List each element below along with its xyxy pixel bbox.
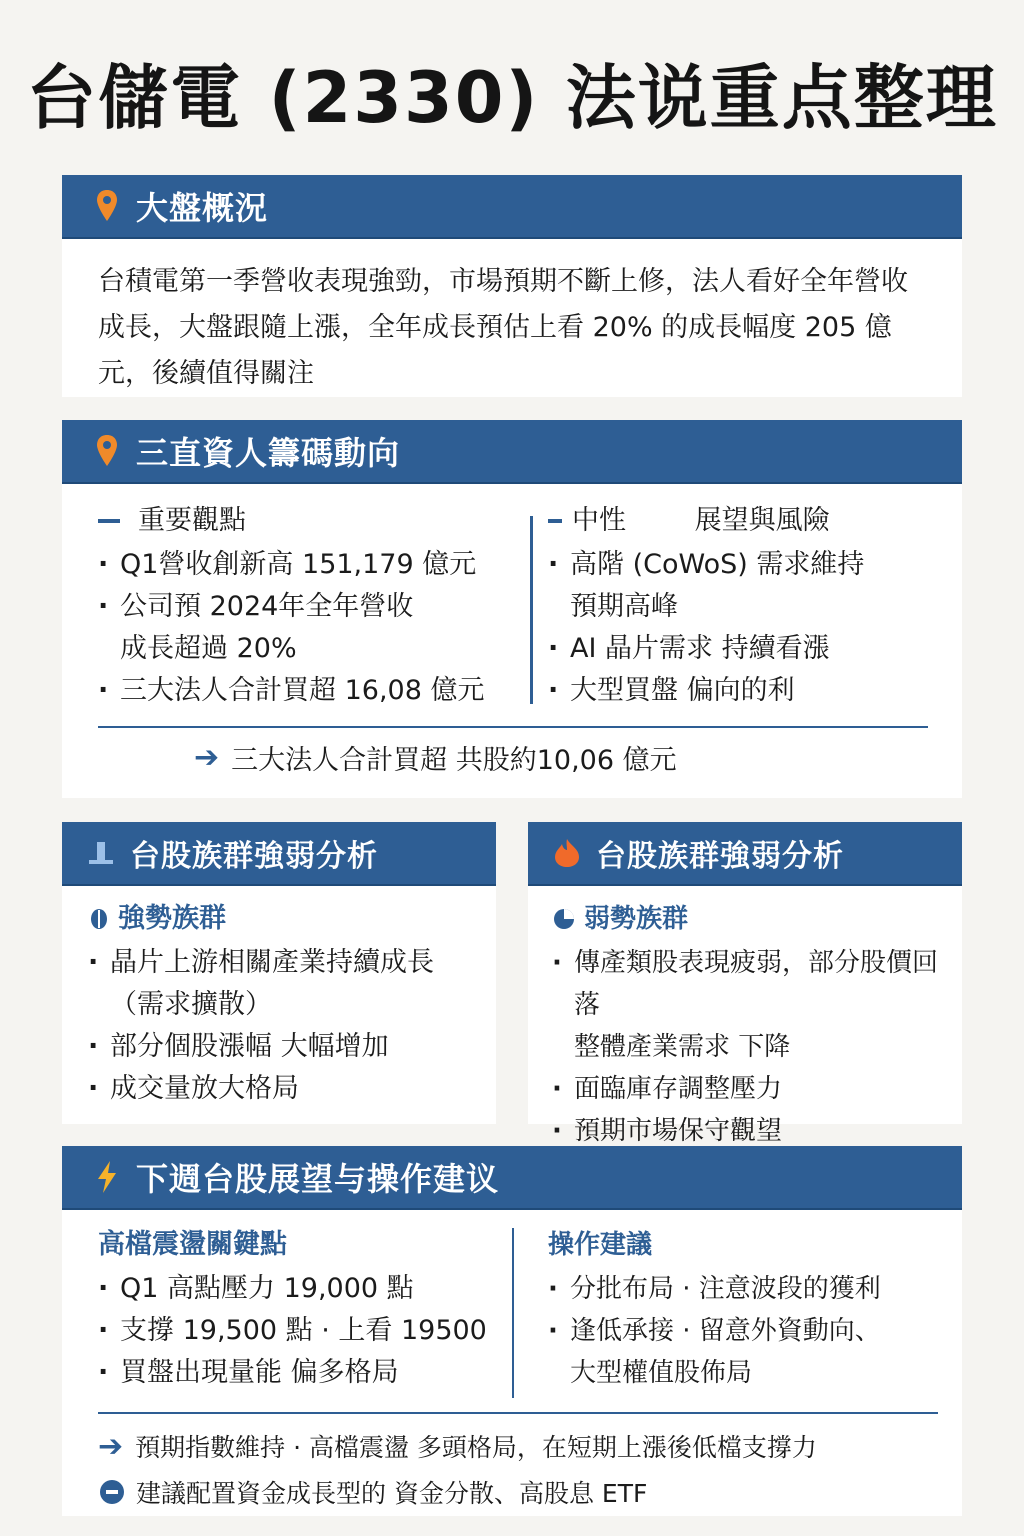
outlook-title: 下週台股展望与操作建议 [136,1160,500,1198]
list-item: · 成交量放大格局 [88,1068,488,1110]
strong-sector-list [88,898,488,1110]
strong-sector-card [62,822,496,1124]
arrow-right-icon: ➔ [194,740,220,775]
summary-row [194,738,677,777]
strong-sector-header [62,822,496,886]
key-levels-column [98,1224,518,1394]
dash-icon [548,519,562,523]
market-overview-header [62,175,962,239]
market-overview-title: 大盤概況 [136,189,269,227]
list-item: · 預期市場保守觀望 [552,1110,956,1152]
note-text: 預期指數維持 · 高檔震盪 多頭格局，在短期上漲後低檔支撐力 [135,1433,817,1462]
info-circle-icon [98,1478,126,1506]
strong-sector-title: 台股族群強弱分析 [130,839,378,874]
list-item: · 部分個股漲幅 大幅增加 [88,1026,488,1068]
weak-sector-list [552,898,956,1152]
list-item: · AI 晶片需求 持續看漲 [548,628,948,670]
institutional-flow-card [62,420,962,798]
list-item: · 面臨庫存調整壓力 [552,1068,956,1110]
weak-sector-card [528,822,962,1146]
map-pin-icon [90,186,124,226]
outlook-header [62,1146,962,1210]
map-pin-icon [90,431,124,471]
strategy-column [548,1224,948,1394]
section-divider [98,1412,938,1414]
arrow-right-icon: ➔ [98,1428,124,1464]
list-item: · 大型買盤 偏向的利 [548,670,948,712]
institutional-flow-header [62,420,962,484]
list-item: · 高階 (CoWoS) 需求維持 [548,544,948,586]
list-item: 成長超過 20% [120,633,297,664]
page-title: 台儲電 (2330) 法说重点整理 [26,57,998,139]
strategy-head: 操作建議 [548,1230,653,1260]
summary-text: 三大法人合計買超 共股約10,06 億元 [231,745,677,776]
key-points-head: 重要觀點 [98,500,518,542]
outlook-head: 中性 展望與風險 [548,500,948,542]
list-item: · 晶片上游相關產業持續成長 [88,942,488,984]
list-item: · 公司預 2024年全年營收 [98,586,518,628]
key-points-column [98,500,518,712]
lightning-icon [90,1157,124,1197]
note-row [98,1428,817,1464]
institutional-flow-title: 三直資人籌碼動向 [136,434,401,472]
note-text: 建議配置資金成長型的 資金分散、高股息 ETF [136,1479,648,1508]
list-item: · 分批布局 · 注意波段的獲利 [548,1268,948,1310]
market-overview-text: 台積電第一季營收表現強勁，市場預期不斷上修，法人看好全年營收成長，大盤跟隨上漲，全年成長預估上看 20% 的成長幅度 205 億元，後續值得關注 [98,266,908,389]
list-item: · 逢低承接 · 留意外資動向、 [548,1310,948,1352]
fire-icon [550,833,584,873]
pie-icon [552,899,576,939]
list-item: · 支撐 19,500 點 · 上看 19500 [98,1310,518,1352]
list-item: 整體產業需求 下降 [574,1032,791,1062]
market-overview-card [62,175,962,397]
list-item: · Q1營收創新高 151,179 億元 [98,544,518,586]
strong-sector-head: 強勢族群 [88,898,488,940]
list-item: 大型權值股佈局 [570,1358,753,1388]
list-item: · 三大法人合計買超 16,08 億元 [98,670,518,712]
up-trend-icon [88,899,110,939]
list-item: · 傳產類股表現疲弱，部分股價回落 [552,942,956,1026]
outlook-card [62,1146,962,1516]
weak-sector-header [528,822,962,886]
section-divider [98,726,928,728]
column-divider [530,516,533,704]
dash-icon [98,519,120,523]
key-levels-head: 高檔震盪關鍵點 [98,1229,287,1260]
list-item: · 買盤出現量能 偏多格局 [98,1352,518,1394]
chart-icon [84,833,118,873]
list-item: · Q1 高點壓力 19,000 點 [98,1268,518,1310]
list-item: （需求擴散） [110,989,272,1020]
column-divider [512,1228,514,1398]
note-row [98,1474,647,1510]
weak-sector-head: 弱勢族群 [552,898,956,940]
outlook-column [548,500,948,712]
list-item: 預期高峰 [570,591,678,622]
weak-sector-title: 台股族群強弱分析 [596,839,844,874]
